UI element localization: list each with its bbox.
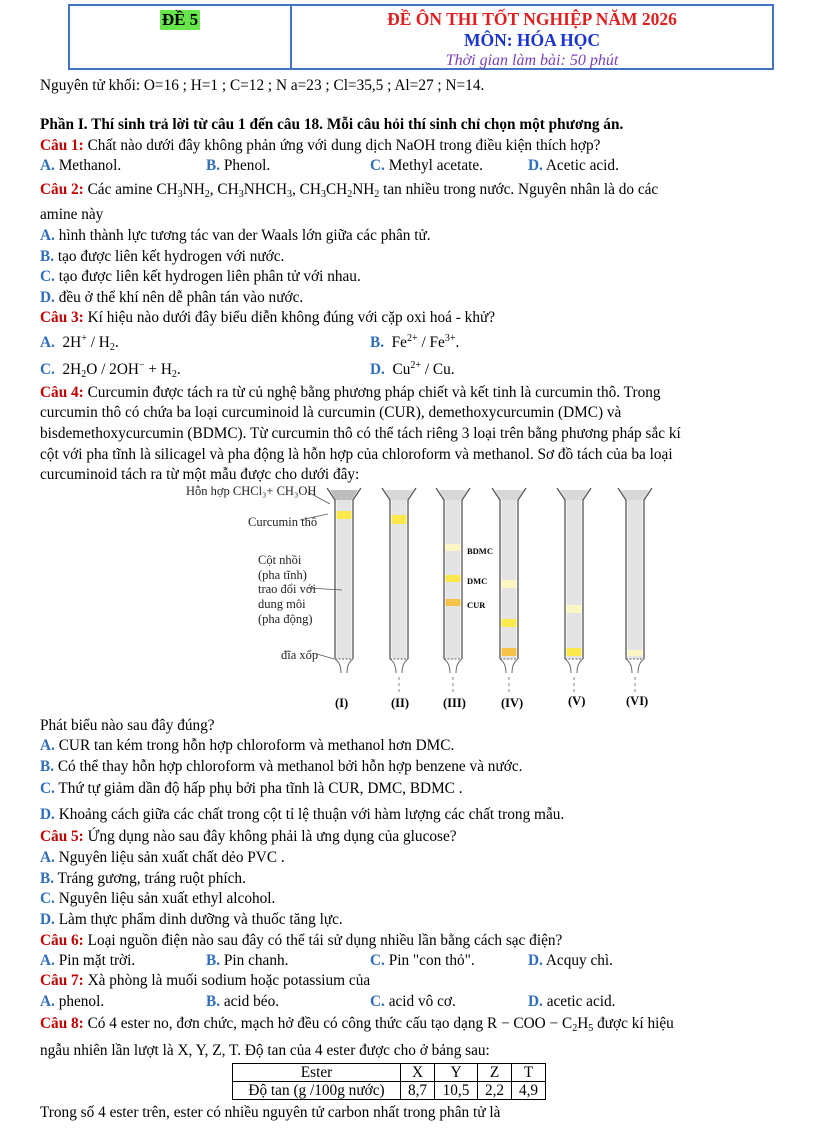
question-label: Câu 3: [40,309,84,326]
column-label-1: (I) [335,696,349,710]
table-cell: 10,5 [435,1082,478,1100]
question-4-prompt: Phát biểu nào sau đây đúng? [40,717,215,734]
q3-option-a[interactable]: A. $2H^+ / H_2$. [40,333,119,353]
compound-band [567,648,582,656]
label-bdmc: BDMC [467,546,493,556]
column-label-5: (V) [568,694,586,708]
exam-header [68,4,774,70]
q1-option-c[interactable]: C. Methyl acetate. [370,157,483,174]
question-6: Câu 6: Loại nguồn điện nào sau đây có thể tái sử dụng nhiều lần bằng cách sạc điện? [40,932,563,949]
q3-option-d[interactable]: D. $Cu^{2+}$ / Cu. [370,360,455,378]
q1-option-b[interactable]: B. Phenol. [206,157,271,174]
q1-option-a[interactable]: A. Methanol. [40,157,122,174]
question-2: Câu 2: Các amine $CH_3NH_2$, $CH_3NHCH_3$, $CH_3CH_2NH_2$ tan nhiều trong nước. Nguyên nhân là do các [40,181,659,200]
exam-title: ĐỀ ÔN THI TỐT NGHIỆP NĂM 2026 [387,9,677,29]
exam-code-cell [70,6,292,68]
compound-band [502,580,517,588]
label-porous-disc: đĩa xốp [281,648,319,662]
table-cell: X [401,1064,435,1082]
q4-option-b[interactable]: B. Có thể thay hỗn hợp chloroform và methanol bởi hỗn hợp benzene và nước. [40,758,523,775]
compound-band [337,511,352,519]
exam-time: Thời gian làm bài: 50 phút [445,52,619,69]
column-label-2: (II) [391,696,410,710]
label-crude-curcumin: Curcumin thô [248,515,318,529]
q2-option-c[interactable]: C. tạo được liên kết hydrogen liên phân tử với nhau. [40,268,361,285]
label-dmc: DMC [467,576,488,586]
label-packed-4: dung môi [258,597,306,611]
column-packing [628,500,643,659]
q4-option-c[interactable]: C. Thứ tự giảm dần độ hấp phụ bởi pha tĩnh là CUR, DMC, BDMC . [40,780,463,797]
label-cur: CUR [467,600,486,610]
question-7: Câu 7: Xà phòng là muối sodium hoặc potassium của [40,972,371,989]
column-label-4: (IV) [501,696,524,710]
q3-option-b[interactable]: B. $Fe^{2+} / Fe^{3+}$. [370,333,460,351]
q6-option-b[interactable]: B. Pin chanh. [206,952,289,969]
column-outlet [500,659,518,673]
q7-option-a[interactable]: A. phenol. [40,993,105,1010]
q1-option-d[interactable]: D. Acetic acid. [528,157,619,174]
exam-code: ĐỀ 5 [161,10,199,29]
q5-option-b[interactable]: B. Tráng gương, tráng ruột phích. [40,870,246,887]
label-packed-5: (pha động) [258,612,313,626]
question-label: Câu 6: [40,932,84,949]
column-packing [502,500,517,659]
question-2-cont: amine này [40,206,104,223]
column-packing [337,500,352,659]
question-4-line: curcumin thô có chứa ba loại curcuminoid là curcumin (CUR), demethoxycurcumin (DMC) và [40,404,622,421]
exam-info-cell [292,6,772,68]
question-1 [40,137,600,155]
column-label-6: (VI) [626,694,649,708]
q7-option-c[interactable]: C. acid vô cơ. [370,993,456,1010]
column-outlet [335,659,353,673]
q2-option-a[interactable]: A. hình thành lực tương tác van der Waals lớn giữa các phân tử. [40,227,431,244]
question-8: Câu 8: Có 4 ester no, đơn chức, mạch hở đều có công thức cấu tạo dạng R − COO − $C_2H_5$ được kí hiệu [40,1015,674,1034]
solubility-table [232,1063,546,1100]
table-cell: Độ tan (g /100g nước) [233,1082,401,1100]
q4-option-d[interactable]: D. Khoảng cách giữa các chất trong cột tỉ lệ thuận với hàm lượng các chất trong mẫu. [40,806,565,823]
question-3: Câu 3: Kí hiệu nào dưới đây biểu diễn không đúng với cặp oxi hoá - khử? [40,309,496,326]
ester-formula: R − COO − $C_2H_5$ [486,1015,594,1034]
label-packed-3: trao đổi với [258,582,316,596]
question-5: Câu 5: Ứng dụng nào sau đây không phải là ưng dụng của glucose? [40,828,457,845]
compound-band [502,619,517,627]
column-packing [567,500,582,659]
question-label: Câu 1: [40,137,84,154]
label-pointer [317,654,334,659]
label-mixture: Hỗn hợp CHCl₃+ CH₃OH [186,484,317,498]
question-8-line2: ngẫu nhiên lần lượt là X, Y, Z, T. Độ tan của 4 ester được cho ở bảng sau: [40,1042,490,1059]
compound-band [392,515,407,524]
q2-option-b[interactable]: B. tạo được liên kết hydrogen với nước. [40,248,285,265]
question-label: Câu 8: [40,1015,84,1032]
table-cell: 4,9 [512,1082,546,1100]
table-row [233,1082,546,1100]
part1-heading: Phần I. Thí sinh trả lời từ câu 1 đến câu 18. Mỗi câu hỏi thí sinh chỉ chọn một phương án. [40,116,624,133]
column-outlet [626,659,644,673]
q5-option-a[interactable]: A. Nguyên liệu sản xuất chất dẻo PVC . [40,849,285,866]
exam-subject: MÔN: HÓA HỌC [463,30,601,50]
question-4-line: cột với pha tĩnh là silicagel và pha động là hỗn hợp của chloroform và methanol. Sơ đồ tách của ba loại [40,446,673,463]
question-8-final: Trong số 4 ester trên, ester có nhiều nguyên tử carbon nhất trong phân tử là [40,1104,501,1121]
q4-option-a[interactable]: A. CUR tan kém trong hỗn hợp chloroform và methanol hơn DMC. [40,737,455,754]
q5-option-d[interactable]: D. Làm thực phẩm dinh dưỡng và thuốc tăng lực. [40,911,343,928]
compound-band [502,648,517,656]
question-4: Câu 4: Curcumin được tách ra từ củ nghệ bằng phương pháp chiết và kết tinh là curcumin thô. Trong [40,384,661,401]
table-cell: T [512,1064,546,1082]
table-cell: 2,2 [478,1082,512,1100]
compound-band [446,544,461,551]
question-label: Câu 2: [40,181,84,198]
table-cell: Z [478,1064,512,1082]
column-outlet [390,659,408,673]
q2-option-d[interactable]: D. đều ở thể khí nên dễ phân tán vào nước. [40,289,304,306]
table-cell: Ester [233,1064,401,1082]
atomic-masses: Nguyên tử khối: O=16 ; H=1 ; C=12 ; N a=23 ; Cl=35,5 ; Al=27 ; N=14. [40,77,485,94]
question-4-line: bisdemethoxycurcumin (BDMC). Từ curcumin thô có thể tách riêng 3 loại trên bằng phương pháp sắc kí [40,425,681,442]
label-packed-1: Cột nhồi [258,553,302,567]
table-cell: 8,7 [401,1082,435,1100]
table-cell: Y [435,1064,478,1082]
q6-option-a[interactable]: A. Pin mặt trời. [40,952,136,969]
compound-band [446,599,461,606]
column-outlet [444,659,462,673]
q7-option-d[interactable]: D. acetic acid. [528,993,616,1010]
q5-option-c[interactable]: C. Nguyên liệu sản xuất ethyl alcohol. [40,890,276,907]
compound-band [446,575,461,582]
chromatography-diagram [180,484,680,716]
question-label: Câu 5: [40,828,84,845]
question-label: Câu 7: [40,972,84,989]
q7-option-b[interactable]: B. acid béo. [206,993,280,1010]
column-outlet [565,659,583,673]
table-header-row [233,1064,546,1082]
label-packed-2: (pha tĩnh) [258,568,307,582]
compound-band [567,605,582,613]
amine-formulas: $CH_3NH_2$, $CH_3NHCH_3$, $CH_3CH_2NH_2$ [156,181,380,200]
question-4-line: curcuminoid tách ra từ một mẫu được cho dưới đây: [40,466,360,483]
q6-option-c[interactable]: C. Pin "con thỏ". [370,952,475,969]
q6-option-d[interactable]: D. Acquy chì. [528,952,613,969]
column-label-3: (III) [443,696,466,710]
q3-option-c[interactable]: C. $2H_2O / 2OH^- + H_2$. [40,360,181,380]
question-text: Chất nào dưới đây không phản ứng với dung dịch NaOH trong điều kiện thích hợp? [83,137,601,154]
question-label: Câu 4: [40,384,84,401]
compound-band [628,650,643,656]
